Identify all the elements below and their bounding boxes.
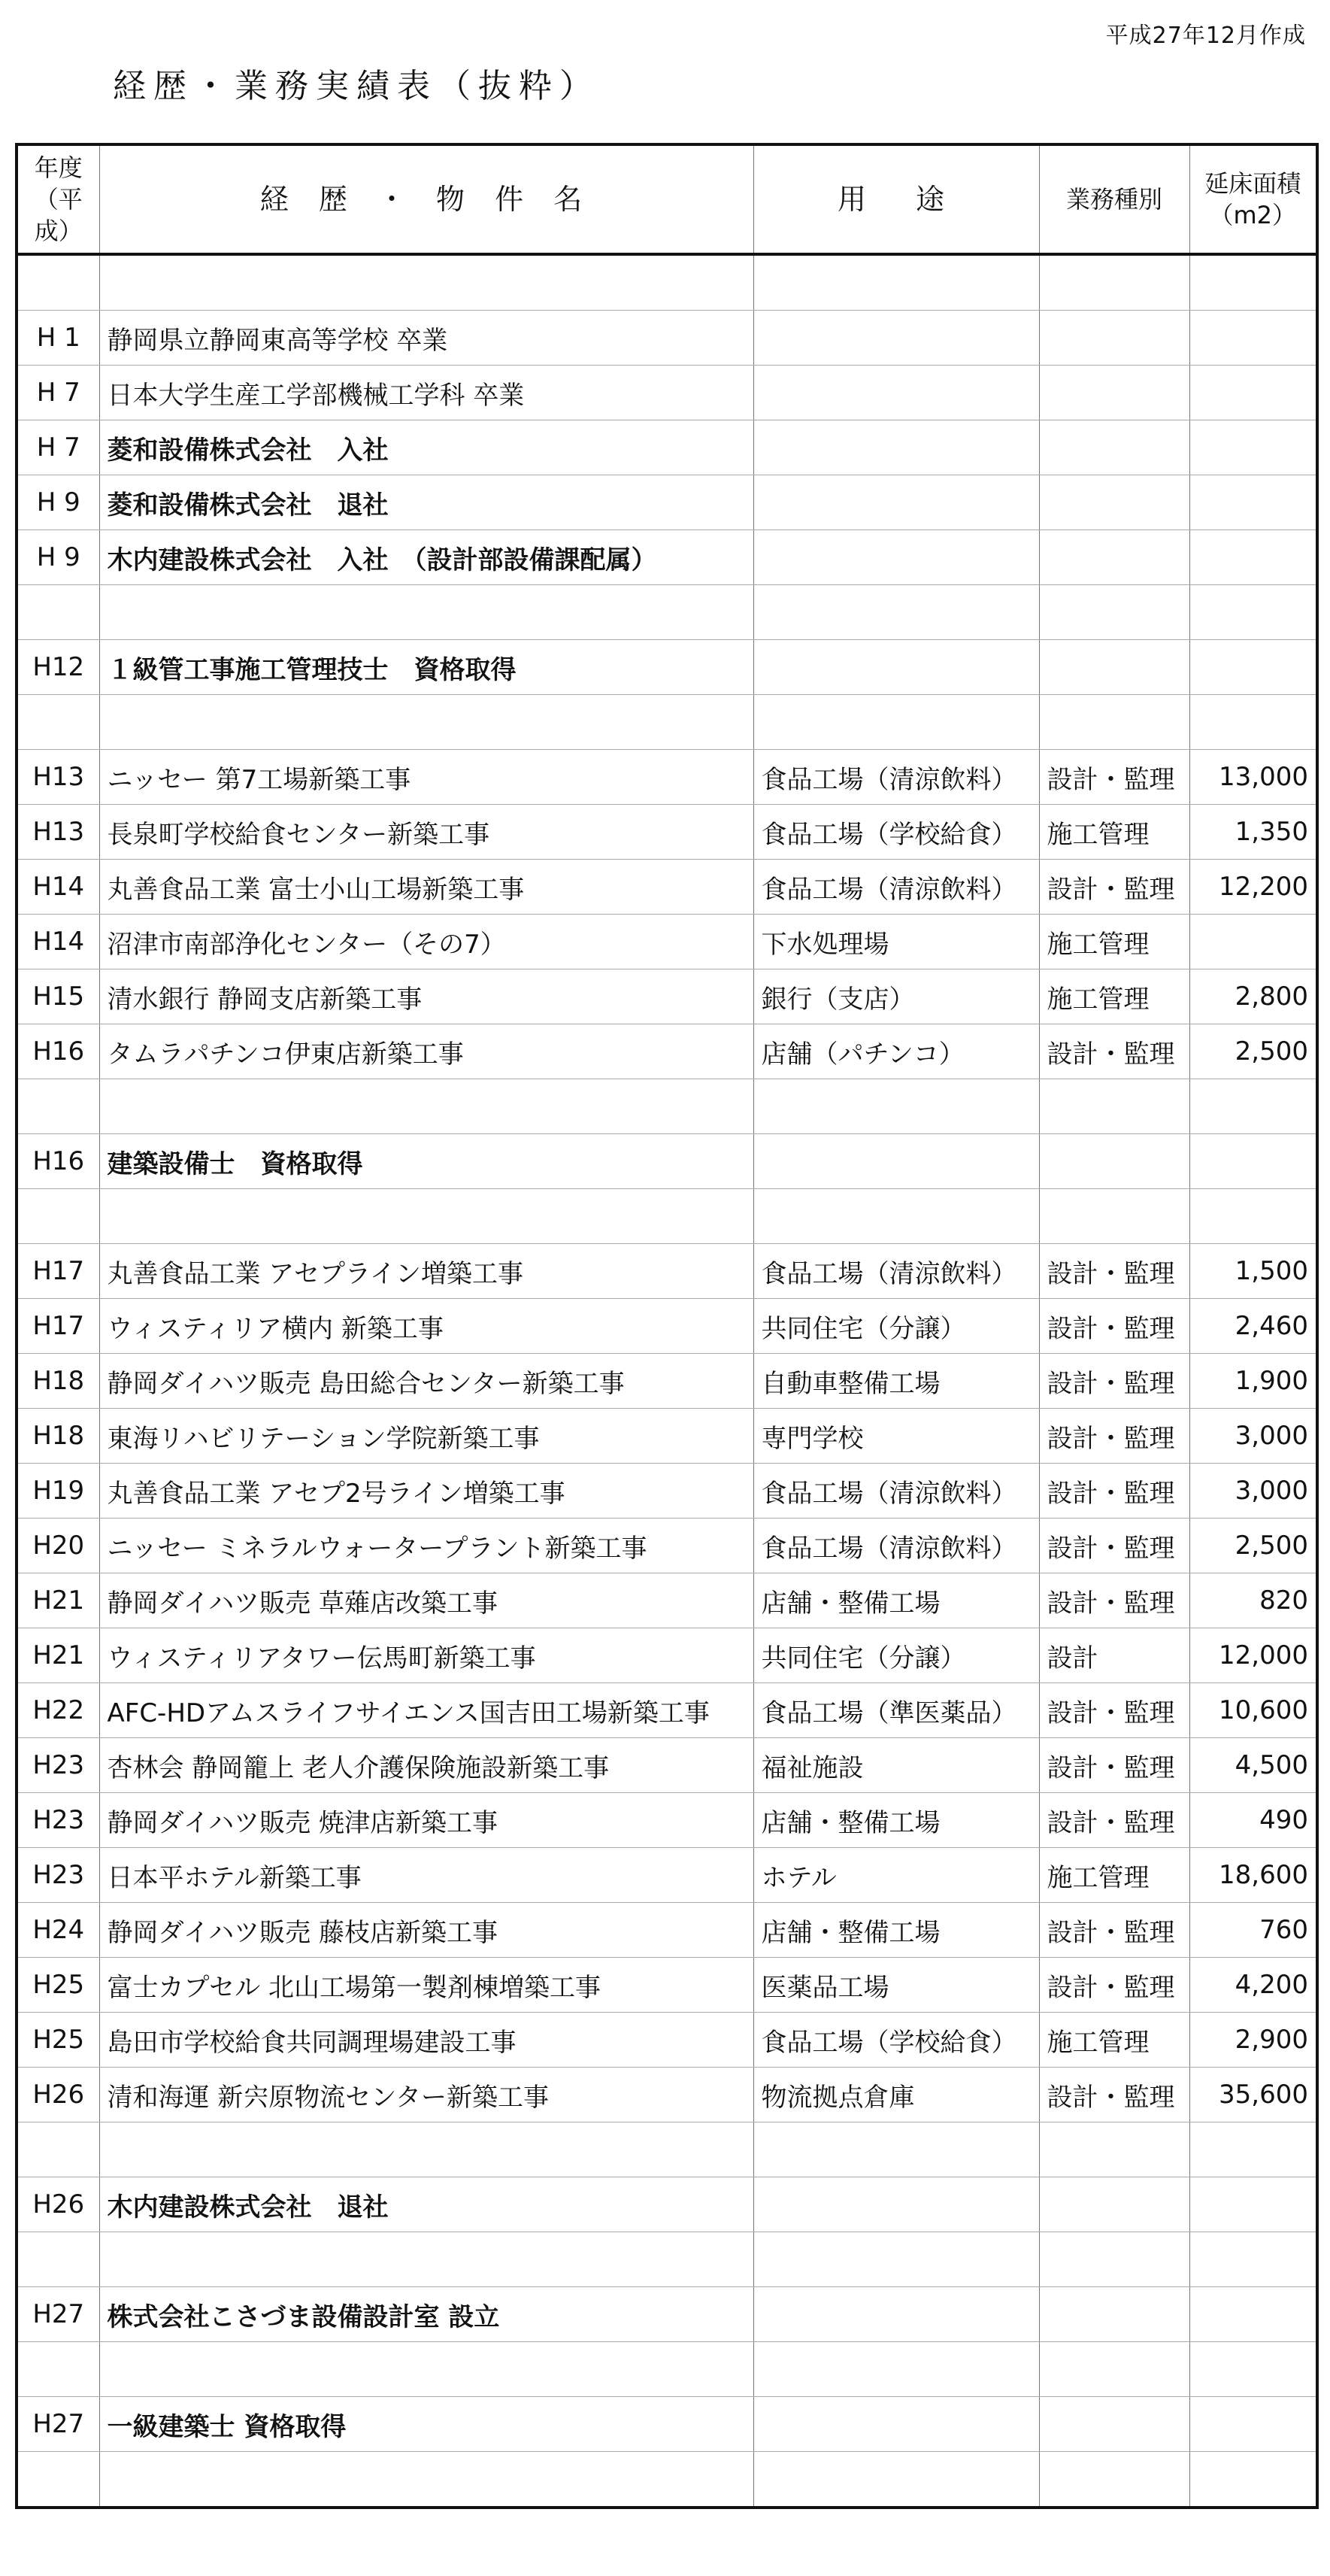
cell-area: 2,900 [1189, 2013, 1317, 2068]
cell-year: H24 [17, 1903, 99, 1958]
cell-area: 820 [1189, 1573, 1317, 1628]
cell-year [17, 2452, 99, 2508]
page-title: 経歴・業務実績表（抜粋） [113, 67, 600, 105]
cell-area [1189, 2452, 1317, 2508]
table-row [17, 254, 1317, 311]
cell-use [753, 1189, 1039, 1244]
cell-name: 木内建設株式会社 退社 [99, 2177, 753, 2232]
cell-year [17, 2122, 99, 2177]
cell-type: 設計・監理 [1039, 1409, 1189, 1464]
cell-use [753, 640, 1039, 695]
cell-type: 設計・監理 [1039, 1299, 1189, 1354]
cell-year: H25 [17, 2013, 99, 2068]
cell-area: 760 [1189, 1903, 1317, 1958]
cell-year: H27 [17, 2397, 99, 2452]
cell-name: 静岡ダイハツ販売 焼津店新築工事 [99, 1793, 753, 1848]
cell-type [1039, 695, 1189, 750]
table-row [17, 860, 1317, 915]
table-row [17, 1958, 1317, 2013]
cell-year: H21 [17, 1573, 99, 1628]
cell-area: 4,200 [1189, 1958, 1317, 2013]
cell-area [1189, 1134, 1317, 1189]
cell-use: 自動車整備工場 [753, 1354, 1039, 1409]
cell-year: H23 [17, 1793, 99, 1848]
table-row [17, 1848, 1317, 1903]
cell-year [17, 254, 99, 311]
table-header [17, 144, 1317, 254]
cell-use: 食品工場（清涼飲料） [753, 1464, 1039, 1519]
table-row [17, 640, 1317, 695]
cell-use: 店舗・整備工場 [753, 1793, 1039, 1848]
table-body [17, 254, 1317, 2508]
cell-type [1039, 2122, 1189, 2177]
cell-year: H26 [17, 2177, 99, 2232]
cell-type [1039, 420, 1189, 475]
table-row [17, 695, 1317, 750]
table-row [17, 1628, 1317, 1683]
cell-area: 13,000 [1189, 750, 1317, 805]
table-row [17, 1354, 1317, 1409]
cell-use: 店舗・整備工場 [753, 1903, 1039, 1958]
table-row [17, 585, 1317, 640]
cell-year [17, 695, 99, 750]
cell-name: １級管工事施工管理技士 資格取得 [99, 640, 753, 695]
cell-type [1039, 366, 1189, 420]
cell-area: 1,900 [1189, 1354, 1317, 1409]
cell-name [99, 1079, 753, 1134]
cell-year: H 7 [17, 420, 99, 475]
cell-type: 設計・監理 [1039, 1958, 1189, 2013]
cell-area: 12,200 [1189, 860, 1317, 915]
cell-name [99, 695, 753, 750]
cell-year [17, 1189, 99, 1244]
cell-use [753, 2232, 1039, 2287]
table-row [17, 2177, 1317, 2232]
cell-year: H16 [17, 1134, 99, 1189]
cell-year: H18 [17, 1409, 99, 1464]
cell-area: 2,500 [1189, 1024, 1317, 1079]
career-table [15, 143, 1319, 2509]
table-row [17, 311, 1317, 366]
cell-area [1189, 585, 1317, 640]
cell-type: 施工管理 [1039, 969, 1189, 1024]
table-row [17, 1683, 1317, 1738]
cell-name: AFC-HDアムスライフサイエンス国吉田工場新築工事 [99, 1683, 753, 1738]
cell-name [99, 2122, 753, 2177]
cell-name: 静岡ダイハツ販売 島田総合センター新築工事 [99, 1354, 753, 1409]
cell-year: H 1 [17, 311, 99, 366]
cell-year [17, 2232, 99, 2287]
cell-type [1039, 2287, 1189, 2342]
cell-use: 共同住宅（分譲） [753, 1628, 1039, 1683]
cell-year: H17 [17, 1299, 99, 1354]
cell-type: 設計・監理 [1039, 860, 1189, 915]
table-row [17, 915, 1317, 969]
cell-area [1189, 640, 1317, 695]
header-year [17, 144, 99, 254]
cell-use: 食品工場（学校給食） [753, 2013, 1039, 2068]
cell-year: H12 [17, 640, 99, 695]
cell-name [99, 2452, 753, 2508]
cell-name: 清水銀行 静岡支店新築工事 [99, 969, 753, 1024]
table-row [17, 2068, 1317, 2122]
cell-area [1189, 2287, 1317, 2342]
cell-year: H 9 [17, 530, 99, 585]
cell-use [753, 2452, 1039, 2508]
cell-name [99, 2232, 753, 2287]
cell-type: 設計・監理 [1039, 1244, 1189, 1299]
cell-type [1039, 2342, 1189, 2397]
cell-area: 18,600 [1189, 1848, 1317, 1903]
cell-name: 富士カプセル 北山工場第一製剤棟増築工事 [99, 1958, 753, 2013]
cell-use [753, 2122, 1039, 2177]
cell-type [1039, 254, 1189, 311]
cell-use: 食品工場（清涼飲料） [753, 1519, 1039, 1573]
cell-use [753, 585, 1039, 640]
cell-type [1039, 2397, 1189, 2452]
cell-type [1039, 2452, 1189, 2508]
cell-type [1039, 2232, 1189, 2287]
cell-year: H13 [17, 805, 99, 860]
cell-area: 3,000 [1189, 1409, 1317, 1464]
table-row [17, 2232, 1317, 2287]
cell-name: ニッセー 第7工場新築工事 [99, 750, 753, 805]
cell-year [17, 585, 99, 640]
cell-use [753, 311, 1039, 366]
cell-year: H 7 [17, 366, 99, 420]
cell-use: 店舗・整備工場 [753, 1573, 1039, 1628]
cell-area: 2,500 [1189, 1519, 1317, 1573]
cell-type: 設計・監理 [1039, 1024, 1189, 1079]
cell-name [99, 1189, 753, 1244]
header-area-line2: （m2） [1209, 201, 1297, 229]
table-row [17, 530, 1317, 585]
table-row [17, 366, 1317, 420]
cell-type: 設計・監理 [1039, 1573, 1189, 1628]
cell-use [753, 2287, 1039, 2342]
table-row [17, 1079, 1317, 1134]
cell-name: ウィスティリアタワー伝馬町新築工事 [99, 1628, 753, 1683]
cell-use [753, 2397, 1039, 2452]
cell-name: ニッセー ミネラルウォータープラント新築工事 [99, 1519, 753, 1573]
cell-year: H22 [17, 1683, 99, 1738]
header-use: 用 途 [753, 144, 1039, 254]
cell-type: 設計・監理 [1039, 1354, 1189, 1409]
cell-use [753, 695, 1039, 750]
cell-type [1039, 311, 1189, 366]
cell-area [1189, 695, 1317, 750]
cell-type: 設計・監理 [1039, 750, 1189, 805]
cell-type: 設計・監理 [1039, 2068, 1189, 2122]
cell-area: 2,800 [1189, 969, 1317, 1024]
cell-type [1039, 475, 1189, 530]
table-row [17, 2013, 1317, 2068]
header-row [17, 144, 1317, 254]
cell-use [753, 2177, 1039, 2232]
cell-year: H13 [17, 750, 99, 805]
header-type: 業務種別 [1039, 144, 1189, 254]
cell-use [753, 530, 1039, 585]
cell-type: 設計・監理 [1039, 1903, 1189, 1958]
cell-use: ホテル [753, 1848, 1039, 1903]
cell-name [99, 254, 753, 311]
cell-area [1189, 1189, 1317, 1244]
cell-name: 丸善食品工業 アセプ2号ライン増築工事 [99, 1464, 753, 1519]
cell-area: 35,600 [1189, 2068, 1317, 2122]
cell-area [1189, 2177, 1317, 2232]
cell-area [1189, 254, 1317, 311]
cell-area [1189, 915, 1317, 969]
cell-name: 東海リハビリテーション学院新築工事 [99, 1409, 753, 1464]
cell-use: 食品工場（清涼飲料） [753, 860, 1039, 915]
cell-type: 設計・監理 [1039, 1683, 1189, 1738]
cell-name: 島田市学校給食共同調理場建設工事 [99, 2013, 753, 2068]
cell-name [99, 585, 753, 640]
cell-use: 物流拠点倉庫 [753, 2068, 1039, 2122]
cell-type: 施工管理 [1039, 2013, 1189, 2068]
cell-area: 1,500 [1189, 1244, 1317, 1299]
table-row [17, 1573, 1317, 1628]
cell-name: 株式会社こさづま設備設計室 設立 [99, 2287, 753, 2342]
table-row [17, 475, 1317, 530]
cell-year: H16 [17, 1024, 99, 1079]
cell-name: 静岡ダイハツ販売 草薙店改築工事 [99, 1573, 753, 1628]
cell-name: 静岡ダイハツ販売 藤枝店新築工事 [99, 1903, 753, 1958]
cell-type: 施工管理 [1039, 805, 1189, 860]
cell-area: 10,600 [1189, 1683, 1317, 1738]
cell-name: 清和海運 新宍原物流センター新築工事 [99, 2068, 753, 2122]
cell-type [1039, 1134, 1189, 1189]
cell-use [753, 475, 1039, 530]
cell-year: H18 [17, 1354, 99, 1409]
cell-use: 共同住宅（分譲） [753, 1299, 1039, 1354]
table-row [17, 1738, 1317, 1793]
table-row [17, 1903, 1317, 1958]
cell-name: 建築設備士 資格取得 [99, 1134, 753, 1189]
table-row [17, 2452, 1317, 2508]
cell-use [753, 2342, 1039, 2397]
cell-use [753, 420, 1039, 475]
cell-year: H23 [17, 1848, 99, 1903]
cell-name: 長泉町学校給食センター新築工事 [99, 805, 753, 860]
cell-type [1039, 585, 1189, 640]
cell-area: 3,000 [1189, 1464, 1317, 1519]
table-row [17, 2287, 1317, 2342]
cell-name: 菱和設備株式会社 入社 [99, 420, 753, 475]
cell-year: H23 [17, 1738, 99, 1793]
table-row [17, 1793, 1317, 1848]
cell-area [1189, 420, 1317, 475]
cell-type [1039, 1079, 1189, 1134]
cell-type: 設計・監理 [1039, 1793, 1189, 1848]
cell-area [1189, 2397, 1317, 2452]
table-row [17, 1299, 1317, 1354]
cell-use: 福祉施設 [753, 1738, 1039, 1793]
cell-area [1189, 475, 1317, 530]
cell-type: 設計・監理 [1039, 1738, 1189, 1793]
cell-name [99, 2342, 753, 2397]
cell-area [1189, 2122, 1317, 2177]
cell-name: 沼津市南部浄化センター（その7） [99, 915, 753, 969]
header-area [1189, 144, 1317, 254]
cell-area [1189, 530, 1317, 585]
table-row [17, 1519, 1317, 1573]
cell-name: タムラパチンコ伊東店新築工事 [99, 1024, 753, 1079]
cell-type [1039, 2177, 1189, 2232]
cell-year: H21 [17, 1628, 99, 1683]
cell-year: H25 [17, 1958, 99, 2013]
cell-area: 490 [1189, 1793, 1317, 1848]
cell-area [1189, 311, 1317, 366]
cell-use [753, 254, 1039, 311]
cell-area: 12,000 [1189, 1628, 1317, 1683]
cell-area [1189, 366, 1317, 420]
table-row [17, 1464, 1317, 1519]
table-row [17, 2342, 1317, 2397]
cell-use: 医薬品工場 [753, 1958, 1039, 2013]
cell-name: 日本大学生産工学部機械工学科 卒業 [99, 366, 753, 420]
cell-use: 食品工場（清涼飲料） [753, 750, 1039, 805]
header-area-line1: 延床面積 [1204, 169, 1301, 198]
cell-type [1039, 1189, 1189, 1244]
creation-date: 平成27年12月作成 [1105, 23, 1306, 49]
cell-type: 施工管理 [1039, 915, 1189, 969]
table-row [17, 1134, 1317, 1189]
table-row [17, 1244, 1317, 1299]
table-row [17, 1409, 1317, 1464]
table-row [17, 805, 1317, 860]
cell-year: H27 [17, 2287, 99, 2342]
cell-year: H17 [17, 1244, 99, 1299]
header-year-line1: 年度 [34, 153, 83, 182]
cell-use: 食品工場（学校給食） [753, 805, 1039, 860]
cell-type [1039, 530, 1189, 585]
cell-type: 設計 [1039, 1628, 1189, 1683]
cell-name: ウィスティリア横内 新築工事 [99, 1299, 753, 1354]
cell-use: 店舗（パチンコ） [753, 1024, 1039, 1079]
cell-area: 2,460 [1189, 1299, 1317, 1354]
cell-use: 下水処理場 [753, 915, 1039, 969]
table-row [17, 420, 1317, 475]
cell-name: 丸善食品工業 富士小山工場新築工事 [99, 860, 753, 915]
cell-use [753, 1134, 1039, 1189]
cell-name: 木内建設株式会社 入社 （設計部設備課配属） [99, 530, 753, 585]
cell-type [1039, 640, 1189, 695]
cell-year: H19 [17, 1464, 99, 1519]
table-row [17, 969, 1317, 1024]
cell-area: 1,350 [1189, 805, 1317, 860]
cell-year [17, 1079, 99, 1134]
cell-area [1189, 1079, 1317, 1134]
cell-use: 食品工場（清涼飲料） [753, 1244, 1039, 1299]
cell-type: 設計・監理 [1039, 1464, 1189, 1519]
cell-use [753, 1079, 1039, 1134]
header-year-line2: （平成） [34, 185, 83, 245]
cell-type: 施工管理 [1039, 1848, 1189, 1903]
header-name: 経 歴 ・ 物 件 名 [99, 144, 753, 254]
cell-year: H 9 [17, 475, 99, 530]
cell-area [1189, 2342, 1317, 2397]
cell-area: 4,500 [1189, 1738, 1317, 1793]
cell-name: 静岡県立静岡東高等学校 卒業 [99, 311, 753, 366]
cell-use: 専門学校 [753, 1409, 1039, 1464]
cell-year: H14 [17, 860, 99, 915]
cell-year [17, 2342, 99, 2397]
cell-name: 菱和設備株式会社 退社 [99, 475, 753, 530]
cell-year: H26 [17, 2068, 99, 2122]
cell-name: 日本平ホテル新築工事 [99, 1848, 753, 1903]
cell-name: 杏林会 静岡籠上 老人介護保険施設新築工事 [99, 1738, 753, 1793]
cell-use: 銀行（支店） [753, 969, 1039, 1024]
cell-year: H15 [17, 969, 99, 1024]
cell-name: 一級建築士 資格取得 [99, 2397, 753, 2452]
table-row [17, 1189, 1317, 1244]
cell-year: H14 [17, 915, 99, 969]
cell-use [753, 366, 1039, 420]
table-row [17, 1024, 1317, 1079]
cell-year: H20 [17, 1519, 99, 1573]
cell-use: 食品工場（準医薬品） [753, 1683, 1039, 1738]
table-row [17, 2122, 1317, 2177]
cell-area [1189, 2232, 1317, 2287]
table-row [17, 2397, 1317, 2452]
cell-name: 丸善食品工業 アセプライン増築工事 [99, 1244, 753, 1299]
table-row [17, 750, 1317, 805]
cell-type: 設計・監理 [1039, 1519, 1189, 1573]
